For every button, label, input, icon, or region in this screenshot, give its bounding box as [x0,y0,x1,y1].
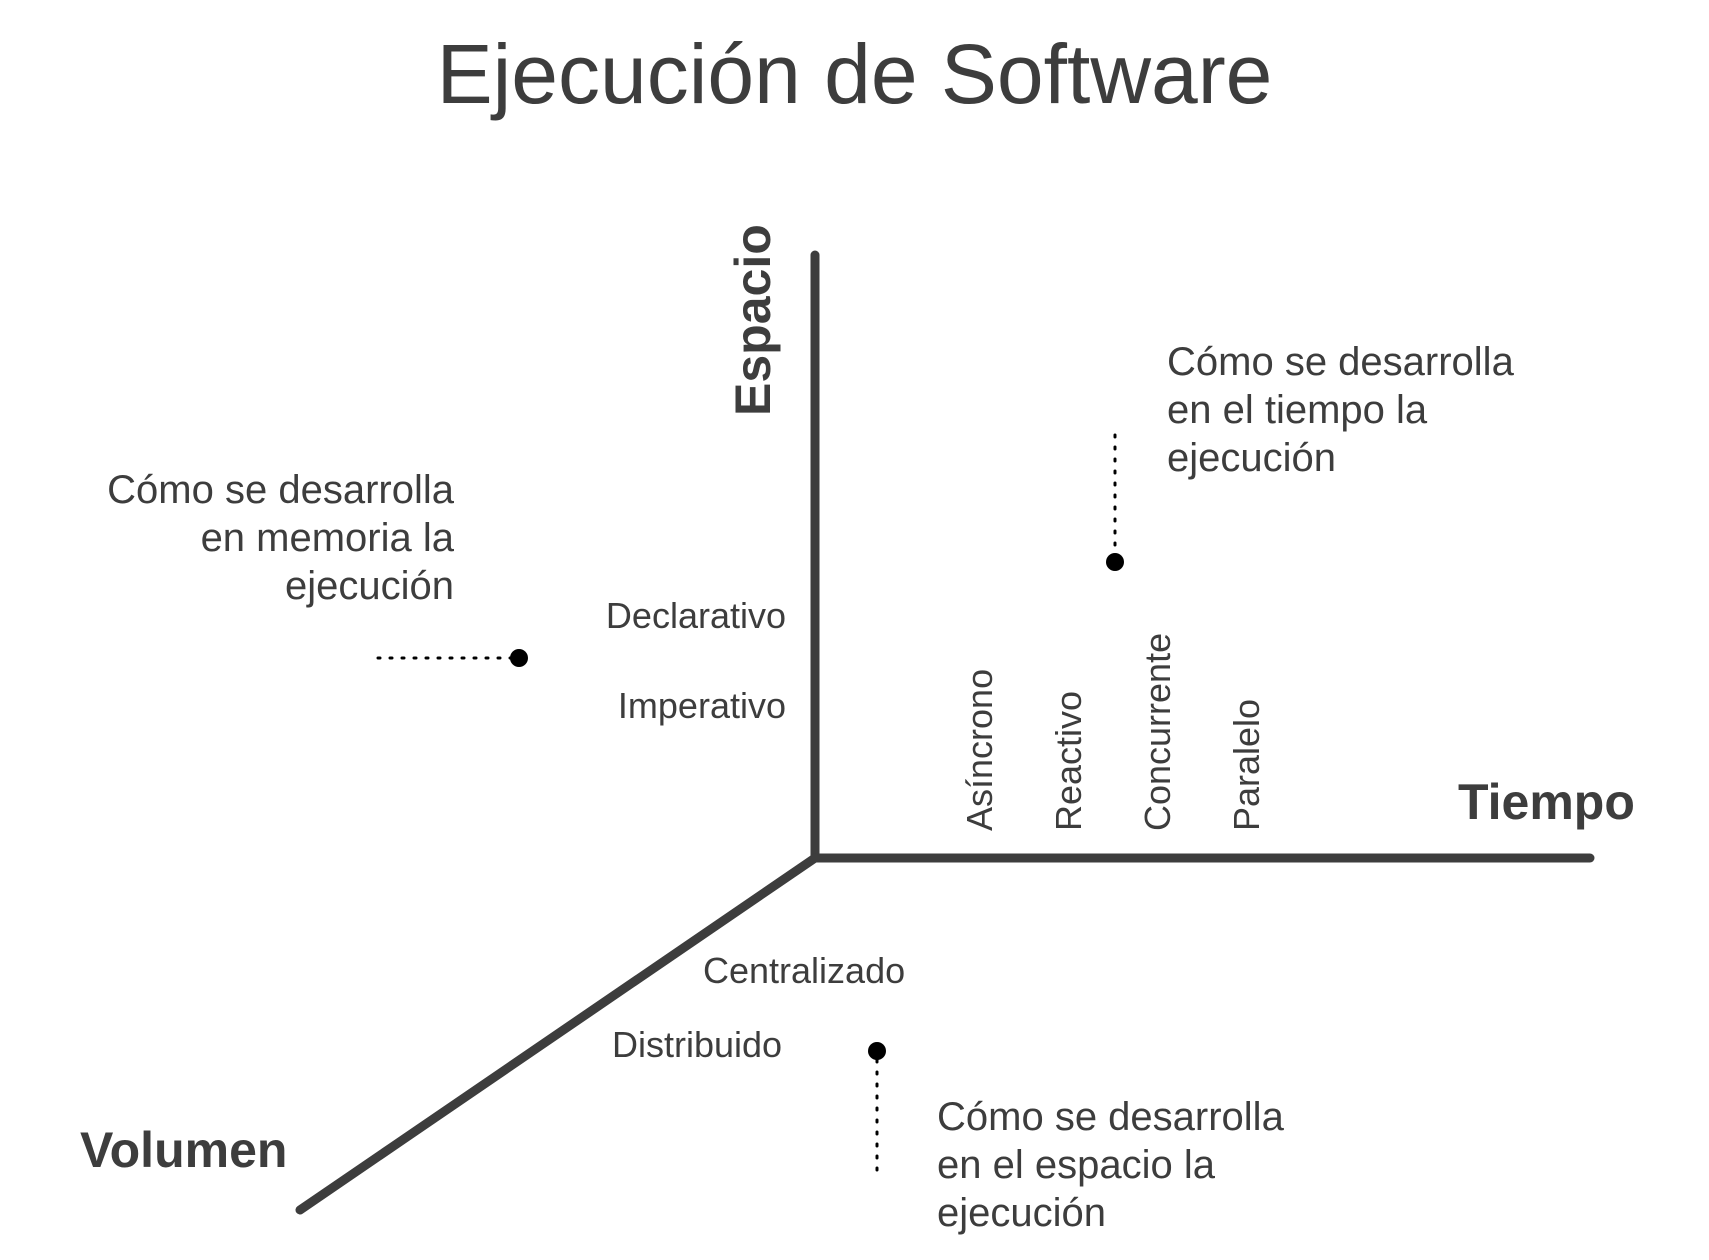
time-description: Cómo se desarrolla en el tiempo la ejecución [1167,340,1514,480]
space-axis-label: Espacio [725,224,781,416]
time-item-reactivo: Reactivo [1048,690,1089,831]
volume-item-distribuido: Distribuido [612,1024,783,1065]
memory-dot [510,649,528,667]
space-dot [868,1042,886,1060]
time-item-concurrente: Concurrente [1137,632,1178,831]
volume-item-centralizado: Centralizado [703,950,906,991]
time-axis-label: Tiempo [1458,774,1635,830]
space-item-declarativo: Declarativo [605,595,786,636]
space-item-imperativo: Imperativo [617,685,786,726]
time-item-asincrono: Asíncrono [959,668,1000,831]
space-description: Cómo se desarrolla en el espacio la ejecución [937,1095,1284,1235]
time-item-paralelo: Paralelo [1226,698,1267,831]
time-dot [1106,553,1124,571]
volume-axis-label: Volumen [80,1122,288,1178]
page-title: Ejecución de Software [436,27,1273,121]
memory-description: Cómo se desarrolla en memoria la ejecución [107,468,454,608]
